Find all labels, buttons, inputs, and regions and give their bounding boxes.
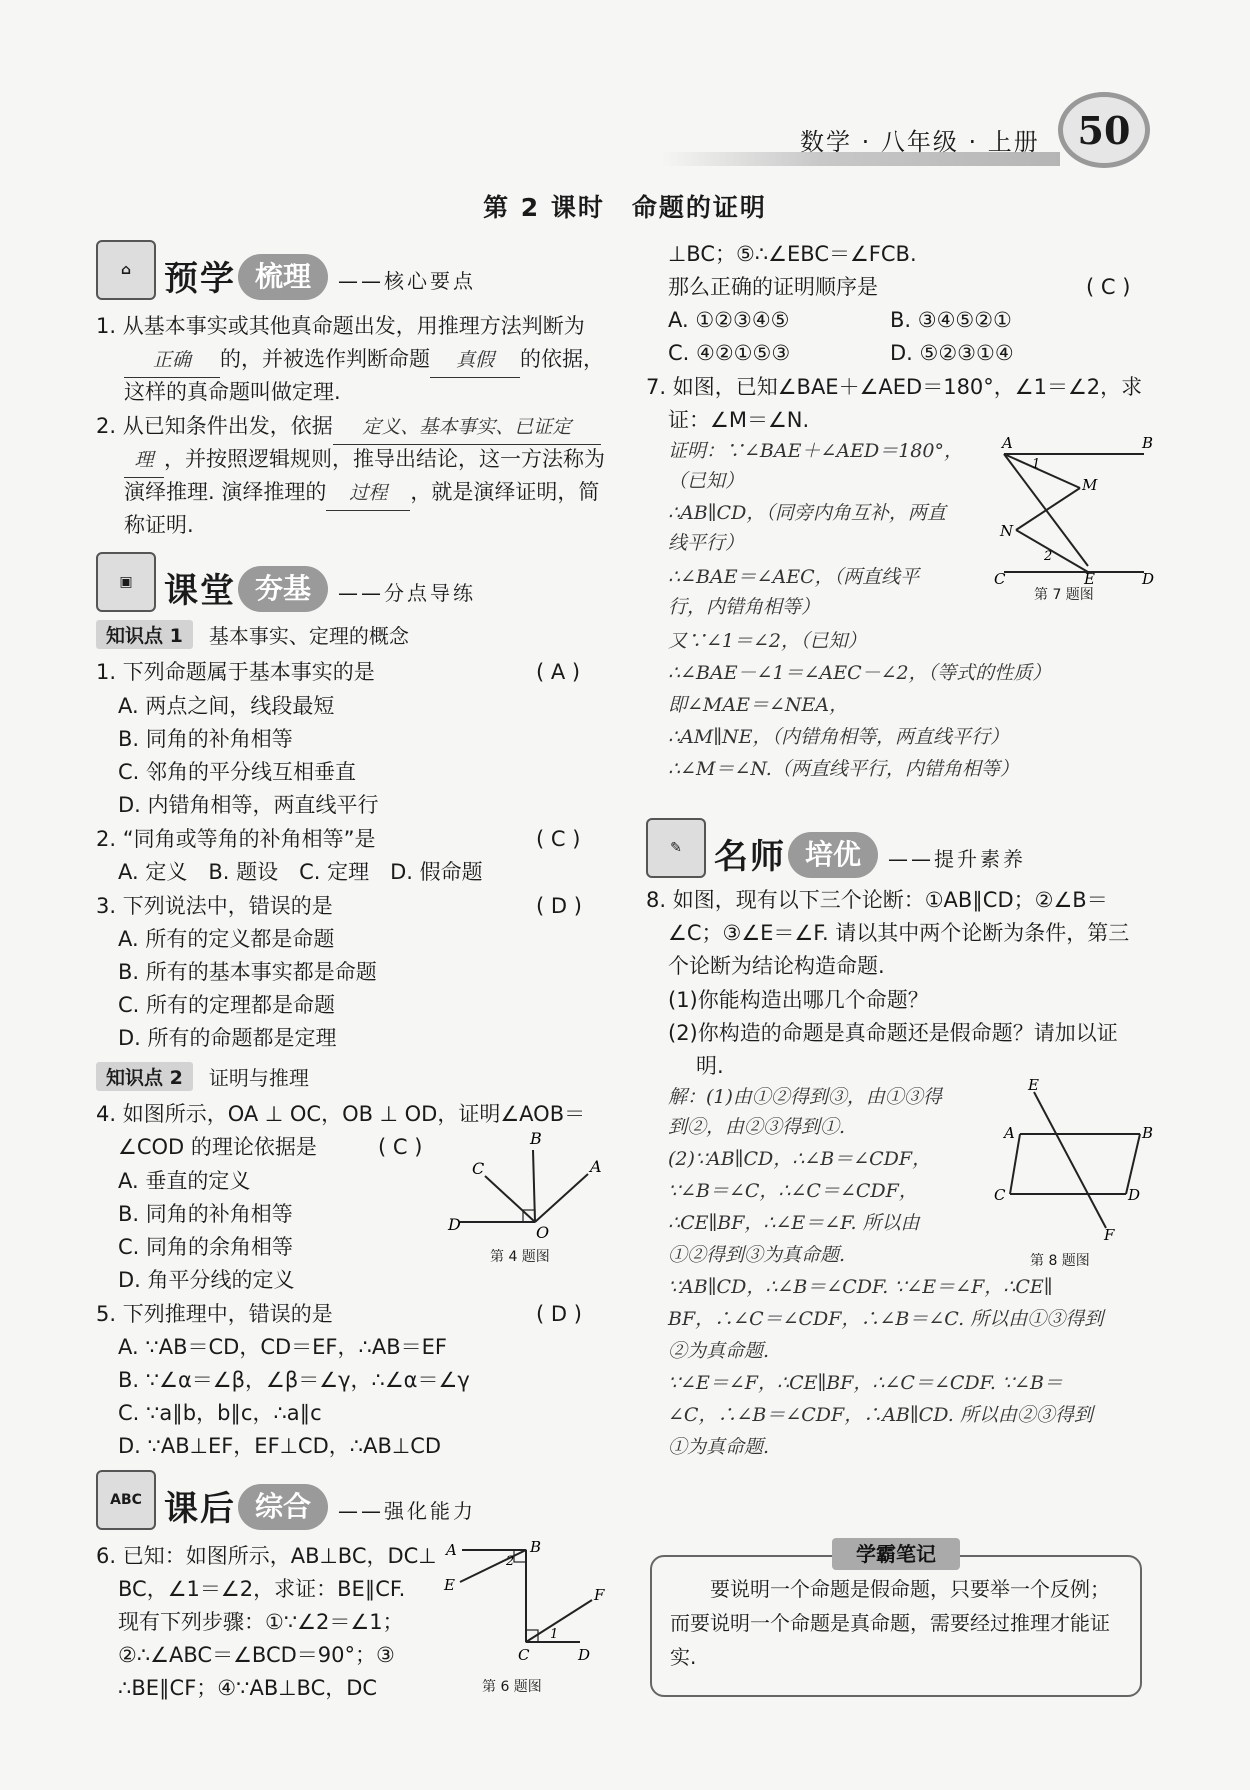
section-subtitle: ——分点导练 <box>338 581 476 605</box>
proof-line: （已知） <box>668 470 745 492</box>
q6-option: C. ④②①⑤③ <box>668 341 791 365</box>
study-note-text: 要说明一个命题是假命题，只要举一个反例；而要说明一个命题是真命题，需要经过推理才能证实. <box>670 1577 1110 1669</box>
text: 的，并被选作判断命题 <box>220 347 430 371</box>
q5-option: B. ∵∠α＝∠β，∠β＝∠γ，∴∠α＝∠γ <box>118 1368 470 1392</box>
solution-line: ②为真命题. <box>668 1340 770 1362</box>
kp-title: 证明与推理 <box>208 1066 309 1090</box>
q8-line: 8. 如图，现有以下三个论断：①AB∥CD；②∠B＝ <box>646 888 1108 912</box>
section-title: 课后 <box>164 1489 236 1529</box>
solution-line: 到②，由②③得到①. <box>668 1116 846 1138</box>
q4-stem-line1: 4. 如图所示，OA ⊥ OC，OB ⊥ OD，证明∠AOB＝ <box>96 1102 586 1126</box>
svg-text:B: B <box>1142 1124 1154 1142</box>
q8-caption: 第 8 题图 <box>1030 1253 1090 1269</box>
q8-figure <box>990 1076 1154 1246</box>
q7-figure <box>992 434 1155 588</box>
fill-blank: 过程 <box>326 477 410 511</box>
svg-text:B: B <box>530 1538 542 1556</box>
kp-tag: 知识点 1 <box>96 620 193 649</box>
q4-figure <box>440 1130 620 1260</box>
kp-tag: 知识点 2 <box>96 1062 193 1091</box>
svg-text:2: 2 <box>1044 549 1053 564</box>
q1-option: B. 同角的补角相等 <box>118 727 293 751</box>
section-blob: 梳理 <box>238 254 328 300</box>
q3-option: C. 所有的定理都是命题 <box>118 993 336 1017</box>
q6-answer: ( C ) <box>1086 275 1131 299</box>
q5-option: A. ∵AB＝CD，CD＝EF，∴AB＝EF <box>118 1335 447 1359</box>
q6-line: ②∴∠ABC＝∠BCD＝90°；③ <box>118 1643 395 1667</box>
svg-text:D: D <box>578 1646 591 1664</box>
fill-blank: 定义、基本事实、已证定 <box>333 411 601 445</box>
q8-line: 明. <box>696 1054 724 1078</box>
q4-option: A. 垂直的定义 <box>118 1169 251 1193</box>
q3-option: B. 所有的基本事实都是命题 <box>118 960 377 984</box>
svg-text:D: D <box>1142 570 1155 588</box>
q7-caption: 第 7 题图 <box>1034 587 1094 603</box>
q2-answer: ( C ) <box>536 827 581 851</box>
svg-text:E: E <box>1084 570 1095 588</box>
q5-stem: 5. 下列推理中，错误的是 <box>96 1302 333 1326</box>
svg-text:B: B <box>1142 434 1154 452</box>
q6-option: B. ③④⑤②① <box>890 308 1012 332</box>
svg-text:D: D <box>448 1215 461 1234</box>
svg-text:F: F <box>1104 1226 1115 1244</box>
q3-answer: ( D ) <box>536 894 582 918</box>
q2-stem: 2. “同角或等角的补角相等”是 <box>96 827 376 851</box>
preview-q2-line4: 称证明. <box>124 513 194 537</box>
q6-line: ∴BE∥CF；④∵AB⊥BC，DC <box>118 1676 378 1700</box>
svg-text:E: E <box>444 1576 455 1594</box>
proof-line: 又∵∠1＝∠2，（已知） <box>668 630 867 652</box>
preview-q2-line2 <box>124 443 605 478</box>
solution-line: ①为真命题. <box>668 1436 770 1458</box>
svg-text:M: M <box>1082 476 1098 494</box>
q1-answer: ( A ) <box>536 660 581 684</box>
school-icon: ⌂ <box>96 240 156 300</box>
proof-line: ∴∠M＝∠N.（两直线平行，内错角相等） <box>668 758 1019 780</box>
proof-line: 证明：∵∠BAE＋∠AED＝180°， <box>668 440 963 462</box>
solution-line: ①②得到③为真命题. <box>668 1244 846 1266</box>
q4-option: D. 角平分线的定义 <box>118 1268 295 1292</box>
section-title: 课堂 <box>164 571 236 611</box>
q8-line: 个论断为结论构造命题. <box>668 954 885 978</box>
svg-text:C: C <box>994 1186 1006 1204</box>
svg-text:A: A <box>590 1157 602 1176</box>
text: 2. 从已知条件出发，依据 <box>96 414 333 438</box>
section-title: 预学 <box>164 259 236 299</box>
q4-option: B. 同角的补角相等 <box>118 1202 293 1226</box>
knowledge-point-1 <box>96 620 409 649</box>
svg-text:B: B <box>530 1129 542 1148</box>
svg-text:C: C <box>994 570 1006 588</box>
text: 的依据， <box>520 347 604 371</box>
q4-caption: 第 4 题图 <box>490 1249 550 1265</box>
kp-title: 基本事实、定理的概念 <box>208 624 409 648</box>
proof-line: 即∠MAE＝∠NEA， <box>668 694 849 716</box>
q7-stem-line1: 7. 如图，已知∠BAE＋∠AED＝180°，∠1＝∠2，求 <box>646 375 1143 399</box>
q6-figure <box>440 1530 620 1670</box>
solution-line: ∵∠B＝∠C，∴∠C＝∠CDF， <box>668 1180 918 1202</box>
section-master-header <box>646 818 1026 878</box>
preview-q1-line2 <box>124 343 604 378</box>
q6-option: D. ⑤②③①④ <box>890 341 1014 365</box>
solution-line: (2)∵AB∥CD，∴∠B＝∠CDF， <box>668 1148 932 1170</box>
svg-text:1: 1 <box>550 1627 559 1642</box>
section-subtitle: ——强化能力 <box>338 1499 476 1523</box>
lamp-icon: ✎ <box>646 818 706 878</box>
solution-line: ∠C，∴∠B＝∠CDF，∴AB∥CD. 所以由②③得到 <box>668 1404 1093 1426</box>
section-preview-header <box>96 240 476 300</box>
section-subtitle: ——核心要点 <box>338 269 476 293</box>
preview-q2-line1 <box>96 410 601 445</box>
q6-line: 现有下列步骤：①∵∠2＝∠1； <box>118 1610 404 1634</box>
section-classroom-header <box>96 552 476 612</box>
svg-text:O: O <box>536 1223 550 1242</box>
proof-line: 线平行） <box>668 532 745 554</box>
solution-line: ∵∠E＝∠F，∴CE∥BF，∴∠C＝∠CDF. ∵∠B＝ <box>668 1372 1063 1394</box>
solution-line: ∵AB∥CD，∴∠B＝∠CDF. ∵∠E＝∠F，∴CE∥ <box>668 1276 1053 1298</box>
q7-stem-line2: 证：∠M＝∠N. <box>668 408 810 432</box>
section-blob: 培优 <box>788 832 878 878</box>
preview-q1-line3: 这样的真命题叫做定理. <box>124 380 341 404</box>
section-subtitle: ——提升素养 <box>888 847 1026 871</box>
q1-option: A. 两点之间，线段最短 <box>118 694 335 718</box>
section-after-header <box>96 1470 476 1530</box>
svg-text:C: C <box>472 1159 485 1178</box>
lesson-title: 第 2 课时 命题的证明 <box>483 193 767 222</box>
section-title: 名师 <box>714 837 786 877</box>
q6-line: BC，∠1＝∠2，求证：BE∥CF. <box>118 1577 406 1601</box>
q5-option: D. ∵AB⊥EF，EF⊥CD，∴AB⊥CD <box>118 1434 442 1458</box>
q4-stem-line2: ∠COD 的理论依据是 <box>118 1135 317 1159</box>
header-subject: 数学 · 八年级 · 上册 <box>800 128 1040 156</box>
q6-line: 6. 已知：如图所示，AB⊥BC，DC⊥ <box>96 1544 437 1568</box>
q5-option: C. ∵a∥b，b∥c，∴a∥c <box>118 1401 322 1425</box>
svg-text:D: D <box>1128 1186 1141 1204</box>
solution-line: ∴CE∥BF，∴∠E＝∠F. 所以由 <box>668 1212 920 1234</box>
solution-line: BF，∴∠C＝∠CDF，∴∠B＝∠C. 所以由①③得到 <box>668 1308 1104 1330</box>
text: ，就是演绎证明，简 <box>410 480 600 504</box>
q4-answer: ( C ) <box>378 1135 423 1159</box>
fill-blank: 正确 <box>124 344 220 378</box>
q6-order: 那么正确的证明顺序是 <box>668 275 878 299</box>
q6-caption: 第 6 题图 <box>482 1679 542 1695</box>
backpack-icon: ▣ <box>96 552 156 612</box>
q2-options: A. 定义 B. 题设 C. 定理 D. 假命题 <box>118 860 483 884</box>
page-number: 50 <box>1058 92 1150 168</box>
fill-blank: 真假 <box>430 344 520 378</box>
text: ，并按照逻辑规则，推导出结论，这一方法称为 <box>164 447 605 471</box>
svg-text:A: A <box>1002 434 1013 452</box>
q6-option: A. ①②③④⑤ <box>668 308 790 332</box>
svg-text:2: 2 <box>506 1554 515 1569</box>
fill-blank: 理 <box>124 444 164 478</box>
q3-stem: 3. 下列说法中，错误的是 <box>96 894 333 918</box>
knowledge-point-2 <box>96 1062 309 1091</box>
section-blob: 综合 <box>238 1484 328 1530</box>
svg-text:E: E <box>1028 1076 1039 1094</box>
q1-stem: 1. 下列命题属于基本事实的是 <box>96 660 375 684</box>
q8-line: (1)你能构造出哪几个命题？ <box>668 988 929 1012</box>
proof-line: 行，内错角相等） <box>668 596 821 618</box>
q4-option: C. 同角的余角相等 <box>118 1235 294 1259</box>
q8-line: (2)你构造的命题是真命题还是假命题？请加以证 <box>668 1021 1118 1045</box>
svg-text:A: A <box>1004 1124 1015 1142</box>
proof-line: ∴AB∥CD，（同旁内角互补，两直 <box>668 502 946 524</box>
text: 演绎推理. 演绎推理的 <box>124 480 327 504</box>
svg-text:N: N <box>1000 522 1014 540</box>
abc-book-icon: ABC <box>96 1470 156 1530</box>
solution-line: 解：(1)由①②得到③，由①③得 <box>668 1086 942 1108</box>
proof-line: ∴∠BAE－∠1＝∠AEC－∠2，（等式的性质） <box>668 662 1052 684</box>
svg-text:1: 1 <box>1032 457 1041 472</box>
q3-option: A. 所有的定义都是命题 <box>118 927 335 951</box>
proof-line: ∴AM∥NE，（内错角相等，两直线平行） <box>668 726 1010 748</box>
q1-option: C. 邻角的平分线互相垂直 <box>118 760 357 784</box>
svg-text:C: C <box>518 1646 530 1664</box>
q6-continued: ⊥BC；⑤∴∠EBC＝∠FCB. <box>668 242 917 266</box>
q8-line: ∠C；③∠E＝∠F. 请以其中两个论断为条件，第三 <box>668 921 1130 945</box>
svg-text:A: A <box>446 1541 457 1559</box>
study-note-tag: 学霸笔记 <box>832 1538 960 1570</box>
proof-line: ∴∠BAE＝∠AEC，（两直线平 <box>668 566 920 588</box>
q5-answer: ( D ) <box>536 1302 582 1326</box>
preview-q1-line1: 1. 从基本事实或其他真命题出发，用推理方法判断为 <box>96 314 585 338</box>
preview-q2-line3 <box>124 476 599 511</box>
svg-text:F: F <box>594 1586 605 1604</box>
q3-option: D. 所有的命题都是定理 <box>118 1026 337 1050</box>
q1-option: D. 内错角相等，两直线平行 <box>118 793 379 817</box>
section-blob: 夯基 <box>238 566 328 612</box>
